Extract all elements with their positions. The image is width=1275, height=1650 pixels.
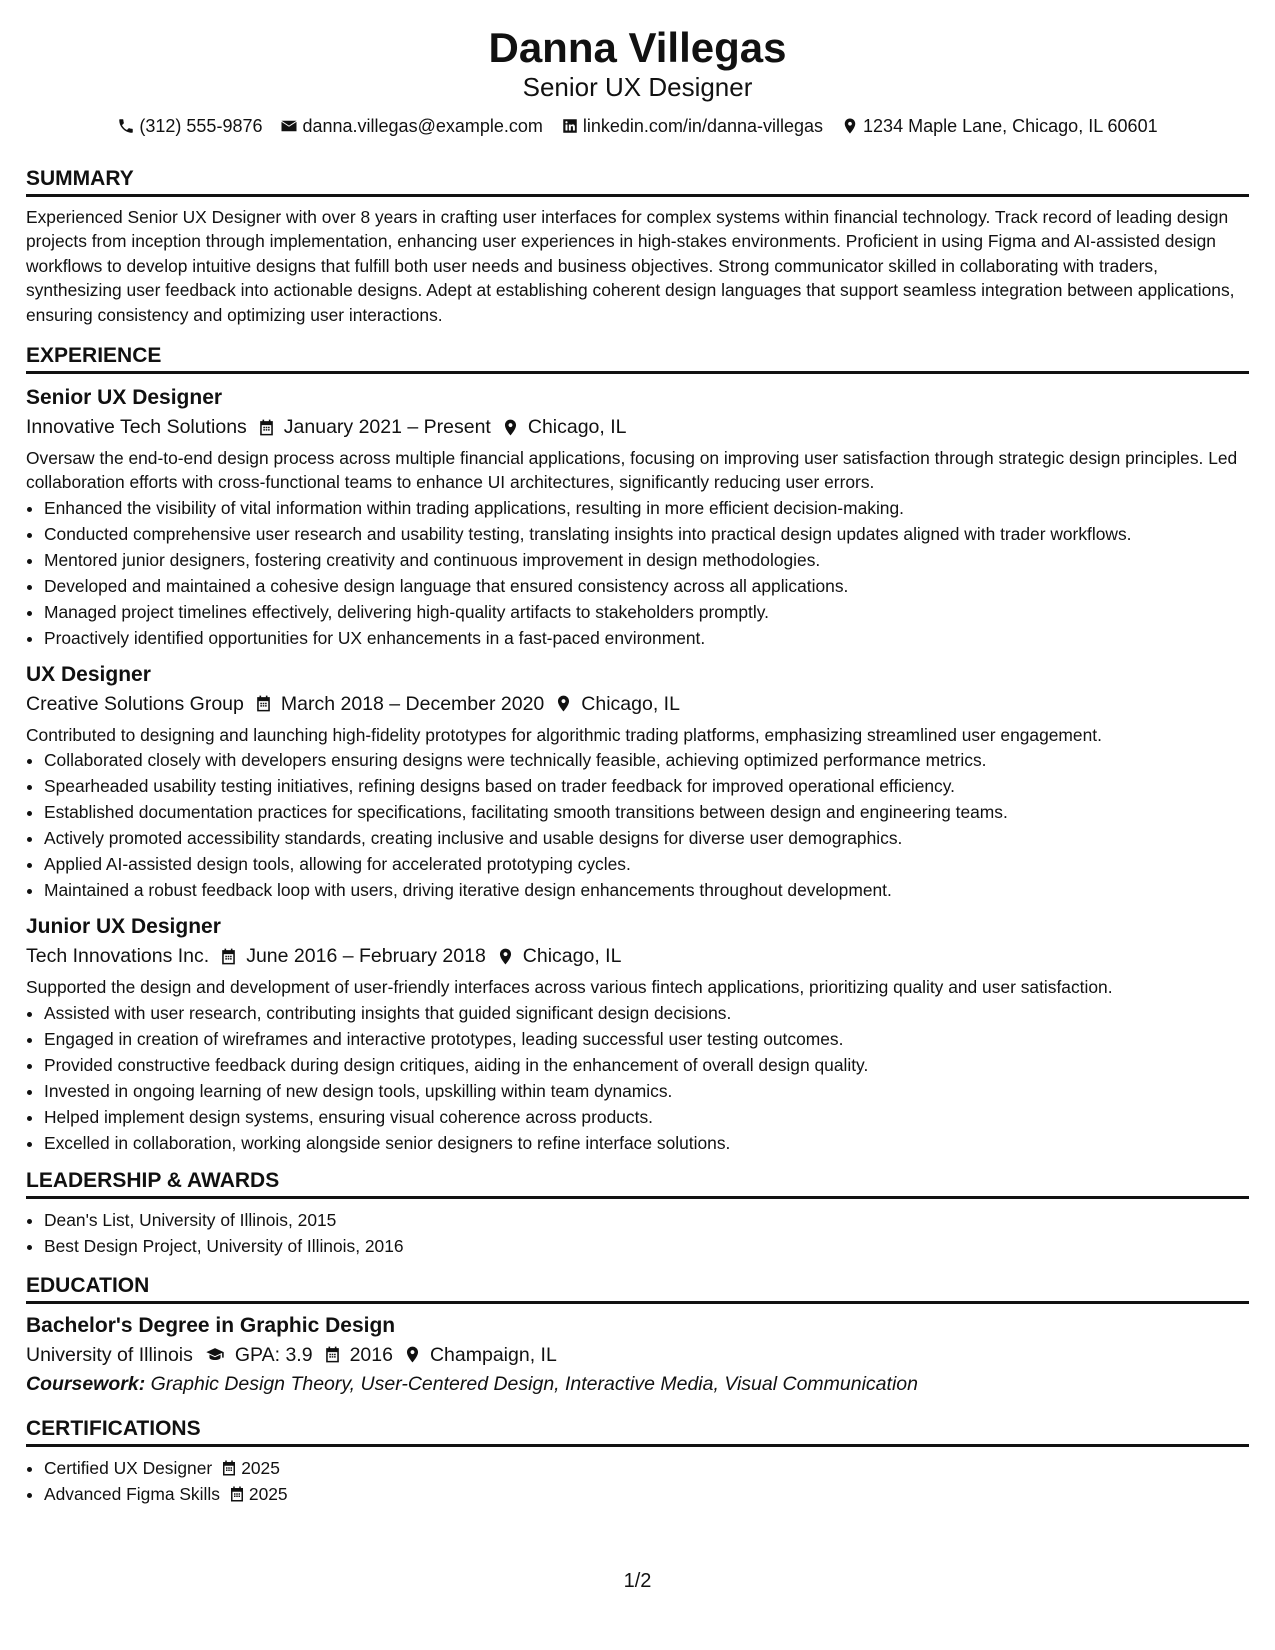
education-gpa: GPA: 3.9	[203, 1340, 313, 1370]
linkedin-icon	[561, 117, 579, 135]
job-meta	[26, 689, 1249, 719]
list-item: • Invested in ongoing learning of new design tools, upskilling within team dynamics.	[44, 1078, 1249, 1104]
graduation-cap-icon	[203, 1345, 227, 1364]
envelope-icon	[280, 117, 298, 135]
list-item: • Proactively identified opportunities for UX enhancements in a fast-paced environment.	[44, 625, 1249, 651]
list-item: • Dean's List, University of Illinois, 2015	[44, 1207, 1249, 1233]
contact-email[interactable]	[280, 114, 542, 138]
list-item: • Applied AI-assisted design tools, allowing for accelerated prototyping cycles.	[44, 851, 1249, 877]
leadership-list	[26, 1207, 1249, 1259]
certifications-list	[26, 1455, 1249, 1507]
leadership-heading: LEADERSHIP & AWARDS	[26, 1168, 1249, 1199]
contact-phone	[117, 114, 262, 138]
certifications-heading: CERTIFICATIONS	[26, 1416, 1249, 1447]
contact-bar	[26, 114, 1249, 138]
job-title: UX Designer	[26, 662, 151, 686]
job-meta	[26, 412, 1249, 442]
coursework-text: Graphic Design Theory, User-Centered Design, Interactive Media, Visual Communication	[150, 1372, 918, 1395]
list-item	[44, 1481, 1249, 1507]
job-title: Junior UX Designer	[26, 915, 221, 939]
summary-text: Experienced Senior UX Designer with over 8 years in crafting user interfaces for complex systems within financial technology. Track record of leading design projects from inception through implementation, enhancing user experiences in high-stakes environments. Proficient in using Figma and AI-assisted design workflows to develop intuitive designs that fulfill both user needs and business objectives. Strong communicator skilled in collaborating with traders, synthesizing user feedback into actionable designs. Adept at establishing coherent design languages that support seamless integration between applications, ensuring consistency and optimizing user interactions.	[26, 207, 1235, 325]
email-text: danna.villegas@example.com	[302, 116, 543, 136]
contact-address	[841, 114, 1158, 138]
leadership-section	[26, 1168, 1249, 1259]
cert-name: • Certified UX Designer	[44, 1457, 213, 1478]
list-item: • Engaged in creation of wireframes and interactive prototypes, leading successful user testing outcomes.	[44, 1026, 1249, 1052]
education-year: 2016	[323, 1340, 393, 1370]
job-description: Supported the design and development of user-friendly interfaces across various fintech applications, prioritizing quality and user satisfaction.	[26, 977, 1113, 998]
cert-date: 2025	[220, 1455, 280, 1481]
map-pin-icon	[841, 117, 859, 135]
job-bullets	[26, 747, 1249, 903]
experience-heading: EXPERIENCE	[26, 343, 1249, 374]
job-company: Innovative Tech Solutions	[26, 416, 247, 439]
job-meta	[26, 941, 1249, 971]
job-entry-2	[26, 661, 1249, 903]
cert-name: • Advanced Figma Skills	[44, 1483, 220, 1504]
list-item: • Maintained a robust feedback loop with users, driving iterative design enhancements throughout development.	[44, 877, 1249, 903]
job-location: Chicago, IL	[501, 412, 627, 442]
page-number: 1/2	[623, 1570, 652, 1592]
calendar-icon	[228, 1485, 246, 1503]
candidate-name: Danna Villegas	[488, 24, 787, 71]
list-item: • Established documentation practices for specifications, facilitating smooth transitions between design and engineering teams.	[44, 799, 1249, 825]
education-meta	[26, 1340, 1249, 1370]
calendar-icon	[220, 1459, 238, 1477]
job-dates: March 2018 – December 2020	[254, 689, 544, 719]
list-item: • Provided constructive feedback during design critiques, aiding in the enhancement of overall design quality.	[44, 1052, 1249, 1078]
calendar-icon	[257, 418, 276, 437]
job-bullets	[26, 495, 1249, 651]
education-location: Champaign, IL	[403, 1340, 557, 1370]
job-dates: June 2016 – February 2018	[219, 941, 486, 971]
experience-section	[26, 343, 1249, 1156]
phone-icon	[117, 117, 135, 135]
cert-date: 2025	[228, 1481, 288, 1507]
contact-linkedin[interactable]	[561, 114, 823, 138]
candidate-title: Senior UX Designer	[522, 72, 753, 102]
phone-text: (312) 555-9876	[139, 116, 263, 136]
list-item: • Helped implement design systems, ensuring visual coherence across products.	[44, 1104, 1249, 1130]
certifications-section	[26, 1416, 1249, 1507]
job-description: Oversaw the end-to-end design process across multiple financial applications, focusing on improving user satisfaction through strategic design principles. Led collaboration efforts with cross-functional teams to enhance UI architectures, significantly reducing user errors.	[26, 448, 1238, 493]
education-section	[26, 1273, 1249, 1398]
job-company: Tech Innovations Inc.	[26, 945, 210, 968]
list-item: • Best Design Project, University of Illinois, 2016	[44, 1233, 1249, 1259]
degree-title: Bachelor's Degree in Graphic Design	[26, 1313, 396, 1337]
calendar-icon	[254, 694, 273, 713]
job-bullets	[26, 1000, 1249, 1156]
list-item: • Excelled in collaboration, working alongside senior designers to refine interface solutions.	[44, 1130, 1249, 1156]
list-item: • Developed and maintained a cohesive design language that ensured consistency across all applications.	[44, 573, 1249, 599]
job-entry-3	[26, 913, 1249, 1155]
map-pin-icon	[403, 1345, 422, 1364]
map-pin-icon	[496, 947, 515, 966]
calendar-icon	[323, 1345, 342, 1364]
summary-section	[26, 166, 1249, 327]
linkedin-text: linkedin.com/in/danna-villegas	[582, 116, 824, 136]
school-name: University of Illinois	[26, 1343, 193, 1366]
list-item: • Conducted comprehensive user research and usability testing, translating insights into practical design updates aligned with trader workflows.	[44, 521, 1249, 547]
summary-heading: SUMMARY	[26, 166, 1249, 197]
calendar-icon	[219, 947, 238, 966]
map-pin-icon	[501, 418, 520, 437]
job-entry-1	[26, 384, 1249, 651]
job-location: Chicago, IL	[554, 689, 680, 719]
job-location: Chicago, IL	[496, 941, 622, 971]
list-item: • Collaborated closely with developers ensuring designs were technically feasible, achieving optimized performance metrics.	[44, 747, 1249, 773]
job-description: Contributed to designing and launching high-fidelity prototypes for algorithmic trading platforms, emphasizing streamlined user engagement.	[26, 724, 1102, 745]
list-item: • Spearheaded usability testing initiatives, refining designs based on trader feedback for improved operational efficiency.	[44, 773, 1249, 799]
list-item: • Mentored junior designers, fostering creativity and continuous improvement in design methodologies.	[44, 547, 1249, 573]
job-dates: January 2021 – Present	[257, 412, 491, 442]
list-item: • Assisted with user research, contributing insights that guided significant design decisions.	[44, 1000, 1249, 1026]
job-title: Senior UX Designer	[26, 386, 223, 410]
address-text: 1234 Maple Lane, Chicago, IL 60601	[863, 116, 1158, 136]
resume-header	[26, 22, 1249, 138]
coursework-label: Coursework:	[26, 1372, 146, 1395]
list-item: • Actively promoted accessibility standards, creating inclusive and usable designs for diverse user demographics.	[44, 825, 1249, 851]
coursework	[26, 1370, 1249, 1398]
list-item	[44, 1455, 1249, 1481]
education-heading: EDUCATION	[26, 1273, 1249, 1304]
list-item: • Enhanced the visibility of vital information within trading applications, resulting in more efficient decision-making.	[44, 495, 1249, 521]
job-company: Creative Solutions Group	[26, 692, 244, 715]
list-item: • Managed project timelines effectively, delivering high-quality artifacts to stakeholders promptly.	[44, 599, 1249, 625]
map-pin-icon	[554, 694, 573, 713]
